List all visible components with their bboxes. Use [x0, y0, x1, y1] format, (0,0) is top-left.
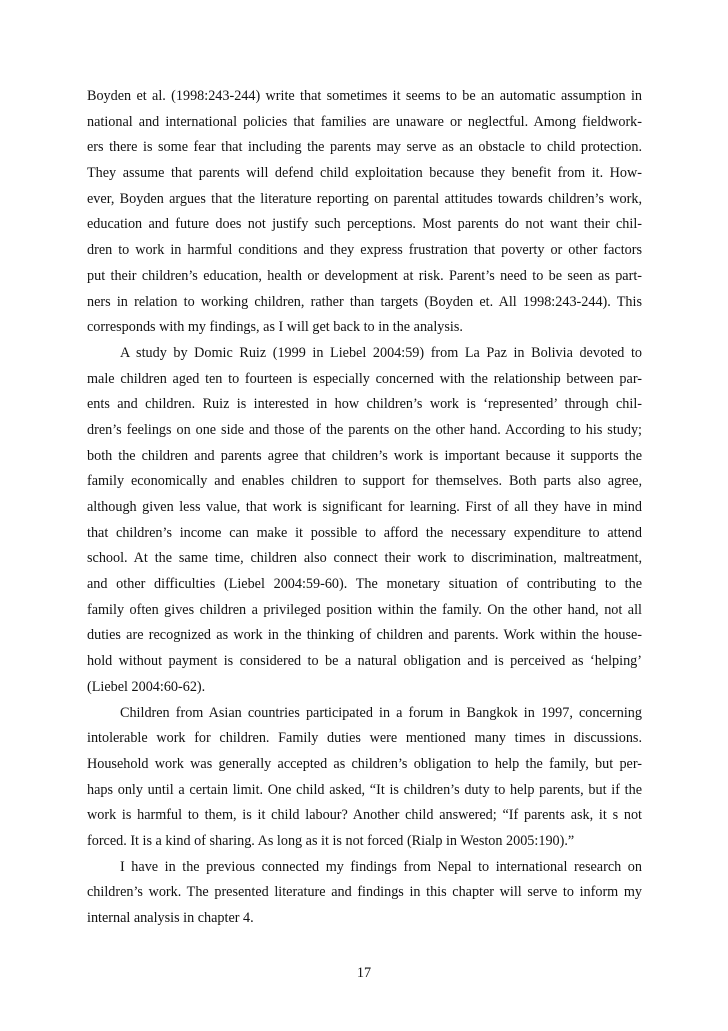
text-line: Boyden et al. (1998:243-244) write that sometimes it seems to be an automatic assumption in — [87, 88, 642, 104]
page-number: 17 — [356, 965, 372, 981]
text-line: They assume that parents will defend child exploitation because they benefit from it. How- — [87, 165, 642, 182]
text-line: internal analysis in chapter 4. — [87, 910, 254, 926]
text-line: ever, Boyden argues that the literature reporting on parental attitudes towards children’s work, — [87, 190, 642, 207]
text-line: ners in relation to working children, rather than targets (Boyden et. All 1998:243-244). This — [87, 293, 642, 310]
text-line: dren’s feelings on one side and those of the parents on the other hand. According to his study; — [87, 421, 642, 438]
text-line: hold without payment is considered to be a natural obligation and is perceived as ‘helping’ — [87, 653, 642, 670]
text-line: I have in the previous connected my findings from Nepal to international research on — [120, 858, 642, 875]
text-line: forced. It is a kind of sharing. As long as it is not forced (Rialp in Weston 2005:190).” — [87, 832, 575, 849]
text-line: although given less value, that work is significant for learning. First of all they have in mind — [87, 499, 642, 515]
text-line: duties are recognized as work in the thinking of children and parents. Work within the house- — [87, 627, 642, 644]
text-line: and other difficulties (Liebel 2004:59-60). The monetary situation of contributing to the — [87, 576, 642, 593]
text-line: put their children’s education, health or development at risk. Parent’s need to be seen as part- — [87, 267, 642, 284]
text-line: haps only until a certain limit. One child asked, “It is children’s duty to help parents, but if the — [87, 781, 642, 798]
text-line: Children from Asian countries participated in a forum in Bangkok in 1997, concerning — [120, 704, 642, 721]
text-line: Household work was generally accepted as children’s obligation to help the family, but per- — [87, 755, 642, 772]
text-line: (Liebel 2004:60-62). — [87, 678, 206, 695]
text-line: dren to work in harmful conditions and they express frustration that poverty or other factors — [87, 242, 642, 259]
text-line: ents and children. Ruiz is interested in how children’s work is ‘represented’ through chil- — [87, 396, 642, 413]
body-text — [87, 84, 642, 932]
text-line: A study by Domic Ruiz (1999 in Liebel 2004:59) from La Paz in Bolivia devoted to — [120, 344, 642, 361]
text-line: education and future does not justify such perceptions. Most parents do not want their chil- — [87, 216, 642, 233]
text-line: school. At the same time, children also connect their work to discrimination, maltreatment, — [87, 550, 642, 567]
text-line: work is harmful to them, is it child labour? Another child answered; “If parents ask, it s not — [87, 807, 642, 824]
text-line: children’s work. The presented literature and findings in this chapter will serve to inform my — [87, 884, 642, 901]
text-line: male children aged ten to fourteen is especially concerned with the relationship between par- — [87, 370, 642, 387]
text-line: family often gives children a privileged position within the family. On the other hand, not all — [87, 601, 642, 618]
text-line: that children’s income can make it possible to afford the necessary expenditure to attend — [87, 524, 642, 541]
text-line: both the children and parents agree that children’s work is important because it supports the — [87, 447, 642, 464]
text-line: corresponds with my findings, as I will get back to in the analysis. — [87, 319, 463, 336]
text-line: family economically and enables children to support for themselves. Both parts also agree, — [87, 473, 642, 490]
text-line: ers there is some fear that including the parents may serve as an obstacle to child protection. — [87, 139, 642, 156]
text-line: intolerable work for children. Family duties were mentioned many times in discussions. — [87, 730, 642, 747]
text-line: national and international policies that families are unaware or neglectful. Among fieldwork- — [87, 113, 642, 130]
